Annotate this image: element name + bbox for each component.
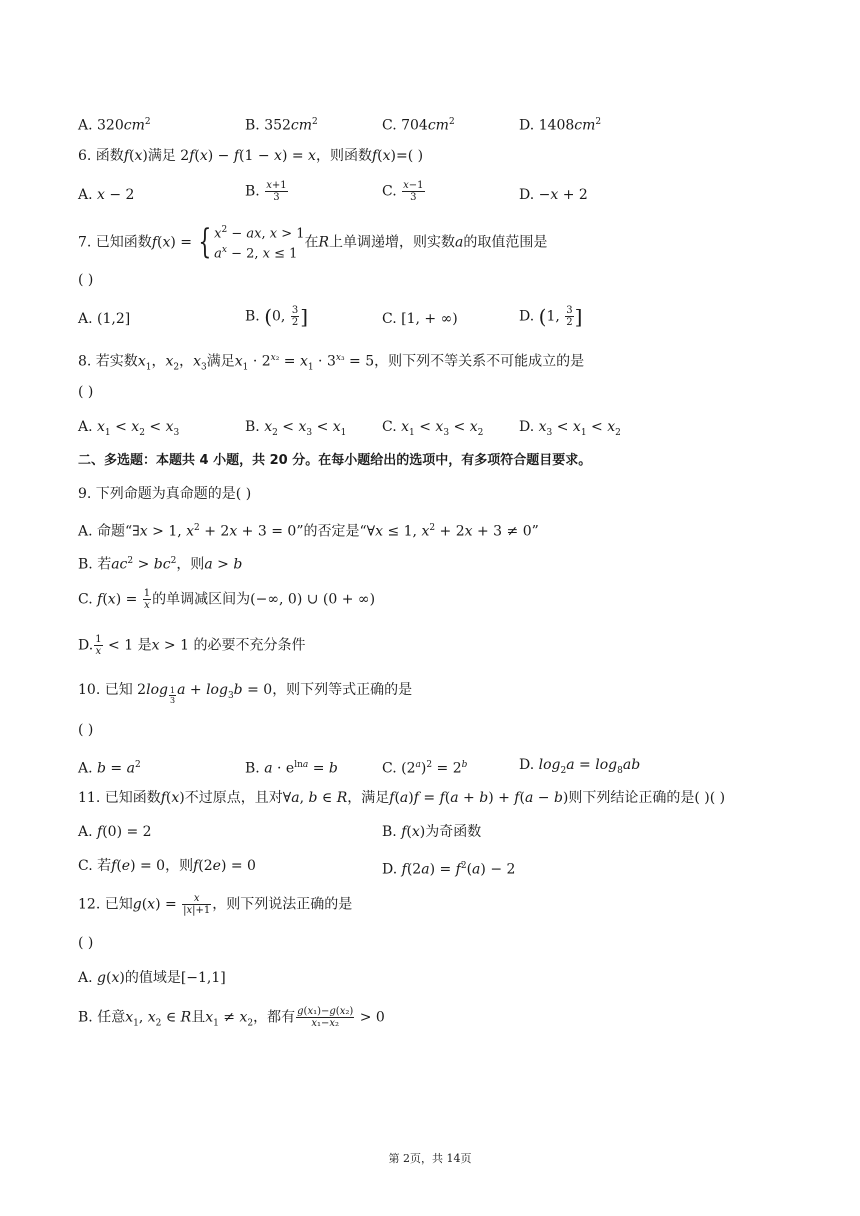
q7-paren: ( ): [78, 272, 94, 288]
q8-stem: 8. 若实数$x_1$，$x_2$，$x_3$满足$x_1 \cdot 2^{x_2} = x_1 \cdot 3^{x_3} = 5$，则下列不等关系不可能成立的是: [78, 353, 585, 373]
q11-option-c: C. 若f(e) = 0，则f(2e) = 0: [78, 858, 256, 874]
q7-option-b: B. (0, $\frac{3}{2}$ ]: [245, 304, 309, 329]
q8-option-b: B. $x_2 < x_3 < x_1$: [245, 419, 347, 438]
q10-option-d: D. $\log_2a = \log_8ab$: [519, 757, 641, 776]
q6-option-a: A. x − 2: [78, 187, 135, 203]
q10-stem: 10. 已知 2log $_{\frac{1}{3}}$ $a + \log_3b = 0$，则下列等式正确的是: [78, 682, 413, 705]
q7-option-c: C. [1, + ∞): [382, 311, 458, 327]
q6-option-b: B. $\frac{x+1}{3}$: [245, 180, 287, 203]
q5-option-d: D. $1408cm^2$: [519, 117, 602, 134]
q8-paren: ( ): [78, 384, 94, 400]
q12-option-b: B. 任意$x_1$, $x_2$ ∈ R且$x_1 \ne x_2$，都有 $\frac{\text{g(x₁)−g(x₂)}}{\text{x₁−x₂}}$ > 0: [78, 1006, 385, 1029]
q5-option-b: B. $352cm^2$: [245, 117, 318, 134]
q9-stem: 9. 下列命题为真命题的是( ): [78, 486, 252, 502]
q12-stem: 12. 已知g(x) = $\frac{x}{|x|+1}$ ，则下列说法正确的是: [78, 893, 353, 916]
q6-option-d: D. −x + 2: [519, 187, 588, 203]
q9-option-d: D. $\frac{1}{x}$ < 1 是x > 1 的必要不充分条件: [78, 634, 306, 657]
q10-option-a: A. $b = a^2$: [78, 760, 141, 777]
q11-option-a: A. f(0) = 2: [78, 824, 152, 840]
q10-option-b: B. $a \cdot e^{lna} = b$: [245, 760, 338, 777]
q9-option-b: B. 若$ac^2 > bc^2$，则a > b: [78, 556, 243, 573]
q12-option-a: A. g(x)的值域是[−1,1]: [78, 970, 226, 986]
q9-option-a: A. 命题“∃x > 1, $x^2 + 2x + 3 = 0$”的否定是“∀x ≤ 1, $x^2 + 2x + 3 \ne 0$”: [78, 523, 539, 540]
q6-option-c: C. $\frac{x-1}{3}$: [382, 180, 424, 203]
q11-stem: 11. 已知函数f(x)不过原点，且对∀a, b ∈ R，满足f(a)f = f(a + b) + f(a − b)则下列结论正确的是( )( ): [78, 790, 726, 806]
q7-option-d: D. (1, $\frac{3}{2}$ ]: [519, 304, 583, 329]
q8-option-d: D. $x_3 < x_1 < x_2$: [519, 419, 621, 438]
q5-option-a: A. $320cm^2$: [78, 117, 151, 134]
q7-option-a: A. (1,2]: [78, 311, 131, 327]
q7-stem: 7. 已知函数f(x) = { $x^2$ − ax, x > 1 $a^x - 2$, x ≤ 1 在R上单调递增，则实数a的取值范围是: [78, 222, 548, 263]
q10-paren: ( ): [78, 722, 94, 738]
q6-stem: 6. 函数f(x)满足 2f(x) − f(1 − x) = x，则函数f(x)=( ): [78, 148, 424, 164]
q8-option-a: A. $x_1 < x_2 < x_3$: [78, 419, 180, 438]
q10-option-c: C. $(2^a)^2 = 2^b$: [382, 760, 468, 777]
section-heading-multiple-choice: 二、多选题：本题共 4 小题，共 20 分。在每小题给出的选项中，有多项符合题目要求。: [78, 453, 592, 468]
q12-paren: ( ): [78, 935, 94, 951]
q5-option-c: C. $704cm^2$: [382, 117, 455, 134]
q9-option-c: C. f(x) = $\frac{1}{x}$ 的单调减区间为(−∞, 0) ∪ (0 + ∞): [78, 588, 376, 611]
q11-option-b: B. f(x)为奇函数: [382, 824, 482, 840]
page-footer: 第 2页，共 14页: [388, 1152, 472, 1165]
q8-option-c: C. $x_1 < x_3 < x_2$: [382, 419, 484, 438]
q11-option-d: D. $f(2a) = f^2(a) - 2$: [382, 861, 516, 878]
